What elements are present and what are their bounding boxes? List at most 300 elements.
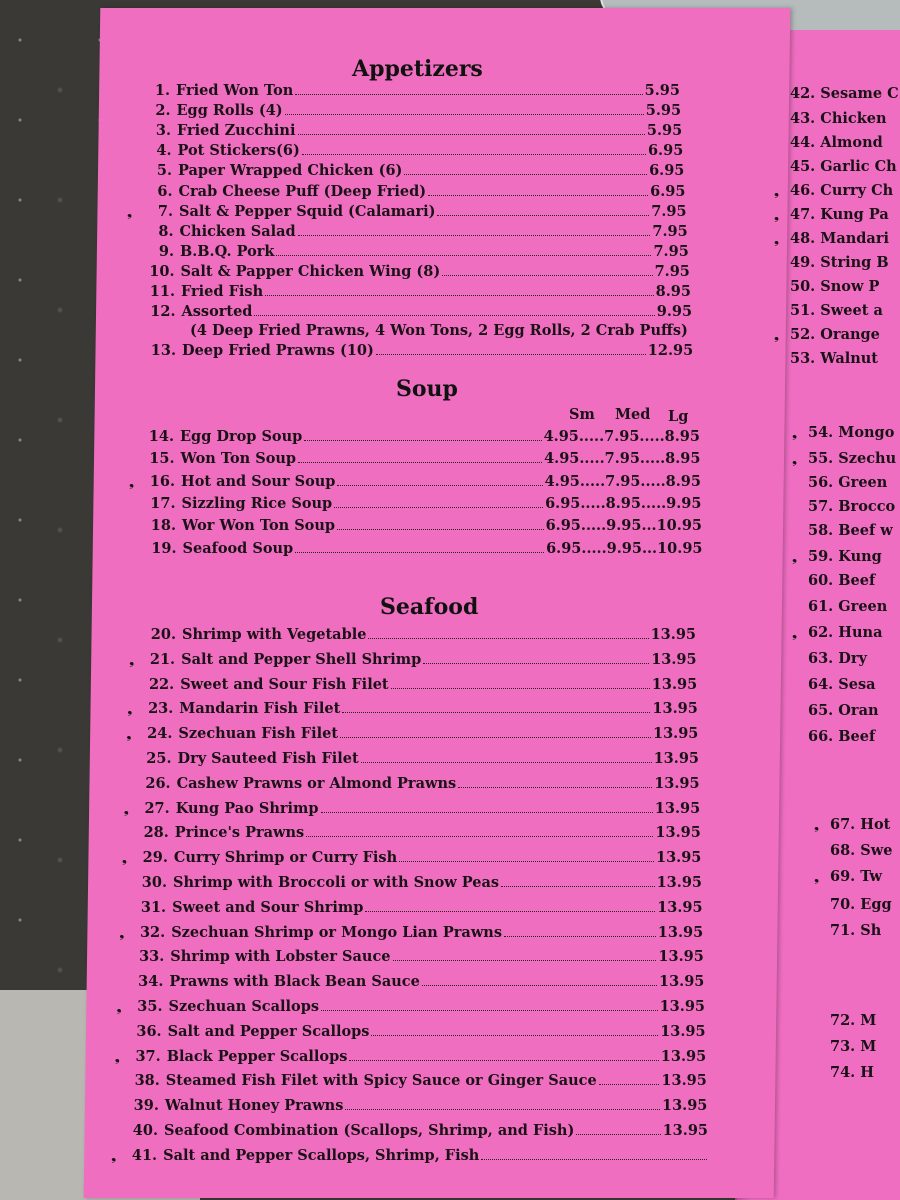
menu-item-row [134, 223, 688, 243]
item-number: 73. [830, 1038, 856, 1055]
item-number: 3. [155, 122, 171, 140]
item-name: Szechuan Fish Filet [178, 725, 339, 743]
item-number: 58. [808, 522, 834, 539]
right-menu-item [790, 350, 878, 367]
item-number: 34. [138, 973, 164, 991]
right-menu-item [830, 816, 890, 833]
menu-item-row [131, 122, 682, 142]
item-price: 13.95 [656, 874, 702, 891]
item-number: 6. [157, 182, 173, 200]
leader-dots [254, 315, 654, 316]
menu-item-row [133, 183, 686, 203]
leader-dots [265, 295, 654, 296]
item-price: 13.95 [655, 849, 702, 867]
right-menu-item [790, 326, 880, 343]
soup-header-sm: Sm [569, 406, 595, 423]
item-number: 2. [155, 102, 171, 120]
item-name: Kung Pa [820, 206, 889, 223]
menu-item-row [136, 342, 693, 362]
leader-dots [504, 936, 656, 937]
item-name: Szechuan Scallops [168, 998, 320, 1015]
item-name: Mandari [820, 230, 889, 247]
chili-pepper-icon: ❟ [814, 818, 820, 833]
menu-item-row [131, 775, 700, 795]
chili-pepper-icon: ❟ [814, 870, 820, 885]
menu-item-row [132, 750, 700, 770]
item-name: Dry [838, 650, 867, 667]
item-name: Cashew Prawns or Almond Prawns [176, 774, 457, 792]
leader-dots [342, 712, 650, 713]
menu-item-row [122, 1023, 706, 1043]
menu-item-row [126, 899, 703, 919]
right-menu-item [830, 896, 892, 913]
item-name: Paper Wrapped Chicken (6) [178, 162, 403, 180]
menu-item-row [127, 874, 702, 894]
leader-dots [481, 1159, 706, 1160]
item-name: Chicken [820, 110, 887, 127]
item-number: 29. [142, 849, 168, 867]
leader-dots [422, 985, 657, 986]
item-price: 13.95 [660, 1047, 707, 1065]
right-menu-item [808, 624, 882, 641]
menu-item-row [123, 973, 704, 993]
item-name: Chicken Salad [179, 222, 296, 240]
item-name: Shrimp with Vegetable [182, 626, 367, 643]
item-name: Swe [860, 842, 893, 859]
menu-item-row [135, 473, 701, 493]
menu-item-row [131, 102, 682, 122]
item-number: 27. [144, 799, 170, 817]
item-price: 13.95 [659, 998, 705, 1015]
leader-dots [285, 114, 644, 115]
right-menu-item [830, 922, 881, 939]
item-number: 72. [830, 1012, 856, 1029]
item-name: Salt & Pepper Squid (Calamari) [179, 202, 436, 220]
item-number: 20. [150, 626, 176, 643]
item-number: 59. [808, 548, 834, 565]
chili-pepper-icon: ❟ [127, 702, 133, 718]
item-number: 36. [136, 1022, 162, 1040]
item-name: Beef [838, 728, 876, 745]
right-menu-item [808, 728, 875, 745]
item-name: String B [820, 254, 889, 271]
item-price: 13.95 [662, 1122, 708, 1139]
item-name: Kung [838, 548, 882, 565]
item-name: Walnut Honey Prawns [164, 1097, 344, 1115]
item-name: Deep Fried Prawns (10) [182, 342, 374, 359]
right-menu-item [790, 134, 883, 151]
item-name: Snow P [820, 278, 880, 295]
item-number: 12. [150, 303, 176, 321]
item-number: 60. [808, 572, 834, 589]
right-menu-item [790, 230, 889, 247]
item-price: 13.95 [660, 1022, 706, 1040]
menu-item-row [137, 540, 703, 560]
item-name: Tw [860, 868, 882, 885]
right-menu-item [808, 498, 895, 515]
item-price: 12.95 [647, 342, 694, 359]
item-number: 7. [157, 202, 173, 220]
item-name: Prawns with Black Bean Sauce [169, 973, 420, 991]
item-name: Mandarin Fish Filet [179, 700, 341, 718]
leader-dots [321, 812, 653, 813]
menu-item-row [119, 1097, 708, 1117]
item-number: 50. [790, 278, 816, 295]
item-number: 19. [151, 539, 177, 557]
right-menu-item [808, 702, 879, 719]
right-menu-item [830, 1064, 874, 1081]
right-menu-item [808, 650, 867, 667]
item-name: Seafood Combination (Scallops, Shrimp, and Fish) [164, 1122, 575, 1139]
chili-pepper-icon: ❟ [129, 474, 135, 490]
menu-item-row [134, 428, 700, 448]
item-number: 17. [150, 494, 176, 512]
right-menu-item [790, 254, 889, 271]
menu-item-row [117, 1147, 709, 1167]
leader-dots [437, 215, 649, 216]
right-menu-item [808, 450, 896, 467]
item-price: 4.95.....7.95.....8.95 [544, 472, 701, 490]
item-name: Salt and Pepper Scallops [167, 1022, 370, 1040]
item-name: Egg [860, 896, 892, 913]
item-number: 57. [808, 498, 834, 515]
chili-pepper-icon: ❟ [114, 1049, 120, 1065]
right-menu-item [830, 842, 892, 859]
chili-pepper-icon: ❟ [774, 208, 780, 223]
item-number: 14. [148, 428, 174, 445]
item-number: 64. [808, 676, 834, 693]
item-number: 10. [149, 262, 175, 280]
right-menu-item [808, 676, 876, 693]
item-number: 55. [808, 450, 834, 467]
item-price: 6.95.....9.95...10.95 [546, 539, 703, 557]
item-number: 65. [808, 702, 834, 719]
item-number: 54. [808, 424, 834, 441]
leader-dots [295, 94, 642, 95]
item-name: Prince's Prawns [174, 824, 305, 842]
item-number: 66. [808, 728, 834, 745]
item-number: 24. [147, 725, 173, 743]
menu-item-row [123, 998, 706, 1018]
leader-dots [337, 485, 542, 486]
item-number: 30. [141, 874, 167, 891]
item-number: 71. [830, 922, 856, 939]
item-price: 4.95.....7.95.....8.95 [543, 428, 700, 445]
menu-item-row [118, 1122, 708, 1142]
item-name: Fried Fish [181, 283, 264, 300]
leader-dots [442, 275, 652, 276]
right-menu-item [808, 522, 893, 539]
item-price: 5.95 [645, 102, 682, 120]
item-number: 41. [131, 1146, 158, 1164]
item-name: Oran [838, 702, 879, 719]
item-name: Curry Shrimp or Curry Fish [173, 849, 398, 867]
item-number: 33. [139, 948, 165, 966]
item-name: Black Pepper Scallops [166, 1047, 348, 1065]
item-name: Assorted [181, 303, 253, 321]
right-menu-item [808, 572, 875, 589]
item-name: Brocco [838, 498, 896, 515]
right-menu-item [790, 182, 893, 199]
item-price: 13.95 [651, 675, 698, 693]
menu-item-row [136, 303, 693, 323]
item-name: Dry Sauteed Fish Filet [177, 750, 359, 767]
menu-item-row [132, 162, 684, 182]
item-number: 37. [135, 1047, 161, 1065]
item-number: 31. [140, 898, 167, 916]
item-number: 9. [158, 242, 174, 260]
leader-dots [361, 762, 652, 763]
item-number: 46. [790, 182, 816, 199]
item-number: 8. [158, 222, 174, 240]
leader-dots [298, 134, 645, 135]
item-number: 4. [156, 142, 172, 160]
item-number: 69. [830, 868, 856, 885]
leader-dots [423, 663, 649, 664]
soup-header-med: Med [615, 406, 651, 423]
item-number: 13. [150, 342, 176, 359]
item-name: Beef w [838, 522, 893, 539]
assorted-note: (4 Deep Fried Prawns, 4 Won Tons, 2 Egg Rolls, 2 Crab Puffs) [190, 322, 688, 339]
leader-dots [393, 960, 657, 961]
item-name: Sizzling Rice Soup [181, 494, 333, 512]
item-name: Wor Won Ton Soup [182, 517, 336, 535]
leader-dots [376, 354, 646, 355]
item-name: Pot Stickers(6) [177, 142, 300, 160]
menu-item-row [124, 948, 704, 968]
item-price: 13.95 [661, 1072, 707, 1090]
item-price: 13.95 [654, 799, 701, 817]
right-menu-item [790, 302, 883, 319]
item-number: 56. [808, 474, 834, 491]
menu-item-row [132, 142, 684, 162]
item-name: Garlic Ch [820, 158, 897, 175]
item-number: 74. [830, 1064, 856, 1081]
item-number: 25. [146, 750, 172, 767]
item-name: Sweet a [820, 302, 883, 319]
chili-pepper-icon: ❟ [116, 1000, 122, 1015]
item-price: 6.95.....8.95.....9.95 [545, 494, 702, 512]
item-name: M [860, 1038, 877, 1055]
leader-dots [306, 836, 653, 837]
item-price: 6.95 [650, 182, 686, 200]
menu-item-row [135, 651, 697, 671]
item-price: 8.95 [655, 283, 691, 300]
item-number: 38. [134, 1072, 160, 1090]
item-name: Sesa [838, 676, 876, 693]
item-price: 6.95 [649, 162, 685, 180]
item-name: Won Ton Soup [180, 450, 297, 468]
right-menu-item [790, 278, 879, 295]
item-price: 7.95 [652, 222, 688, 240]
item-number: 62. [808, 624, 834, 641]
item-number: 40. [132, 1122, 158, 1139]
item-name: H [860, 1064, 874, 1081]
menu-item-row [128, 849, 702, 869]
leader-dots [349, 1060, 658, 1061]
item-name: Salt & Papper Chicken Wing (8) [180, 262, 441, 280]
leader-dots [276, 255, 651, 256]
chili-pepper-icon: ❟ [123, 801, 129, 817]
item-name: Seafood Soup [182, 539, 294, 557]
menu-item-row [125, 924, 703, 944]
right-menu-item [790, 85, 899, 102]
item-number: 53. [790, 350, 816, 367]
menu-item-row [136, 495, 702, 515]
leader-dots [321, 1010, 658, 1011]
right-menu-item [830, 1038, 876, 1055]
item-number: 16. [149, 472, 175, 490]
menu-item-row [135, 263, 690, 283]
item-number: 18. [150, 517, 176, 535]
menu-item-row [136, 517, 702, 537]
item-name: Shrimp with Lobster Sauce [170, 948, 391, 966]
leader-dots [345, 1109, 660, 1110]
menu-item-row [121, 1048, 707, 1068]
item-name: Kung Pao Shrimp [175, 799, 319, 817]
item-name: Fried Zucchini [177, 122, 296, 140]
item-name: Fried Won Ton [176, 82, 294, 99]
menu-item-row [132, 725, 698, 745]
item-name: Egg Drop Soup [180, 428, 303, 445]
item-price: 13.95 [651, 650, 697, 668]
item-price: 7.95 [651, 202, 687, 220]
leader-dots [304, 440, 541, 441]
chili-pepper-icon: ❟ [119, 925, 125, 941]
item-name: Almond [820, 134, 883, 151]
item-price: 6.95.....9.95...10.95 [545, 517, 702, 535]
item-number: 5. [156, 162, 172, 180]
item-number: 45. [790, 158, 816, 175]
right-menu-item [830, 1012, 876, 1029]
right-menu-item [808, 424, 894, 441]
item-price: 13.95 [652, 700, 698, 718]
menu-item-row [120, 1072, 707, 1092]
item-number: 35. [137, 998, 163, 1015]
right-menu-item [808, 548, 882, 565]
item-number: 49. [790, 254, 816, 271]
item-number: 43. [790, 110, 816, 127]
item-price: 13.95 [657, 923, 704, 941]
item-name: Sesame C [820, 85, 899, 102]
leader-dots [458, 787, 652, 788]
item-number: 22. [148, 675, 175, 693]
item-name: Szechu [838, 450, 897, 467]
soup-header-lg: Lg [668, 408, 689, 425]
item-name: Sh [860, 922, 882, 939]
leader-dots [428, 195, 648, 196]
menu-item-row [135, 283, 691, 303]
leader-dots [371, 1035, 658, 1036]
chili-pepper-icon: ❟ [792, 626, 798, 641]
item-name: M [860, 1012, 877, 1029]
leader-dots [391, 688, 650, 689]
leader-dots [599, 1084, 660, 1085]
item-price: 13.95 [658, 948, 704, 966]
item-name: Crab Cheese Puff (Deep Fried) [178, 182, 427, 200]
item-name: Green [838, 474, 888, 491]
chili-pepper-icon: ❟ [129, 652, 135, 668]
item-name: Huna [838, 624, 883, 641]
item-number: 63. [808, 650, 834, 667]
leader-dots [368, 638, 648, 639]
leader-dots [337, 529, 544, 530]
item-name: Curry Ch [820, 182, 894, 199]
chili-pepper-icon: ❟ [774, 232, 780, 247]
item-number: 15. [149, 450, 175, 468]
menu-item-row [135, 450, 701, 470]
item-price: 4.95.....7.95.....8.95 [544, 450, 701, 468]
item-number: 48. [790, 230, 816, 247]
menu-item-row [134, 676, 697, 696]
menu-item-row [133, 700, 698, 720]
menu-item-row [129, 824, 701, 844]
item-name: Green [838, 598, 888, 615]
item-price: 5.95 [644, 82, 680, 99]
item-number: 47. [790, 206, 816, 223]
item-name: Mongo [838, 424, 895, 441]
leader-dots [340, 737, 651, 738]
chili-pepper-icon: ❟ [792, 452, 798, 467]
chili-pepper-icon: ❟ [792, 426, 798, 441]
item-price: 13.95 [652, 725, 699, 743]
item-price: 7.95 [654, 262, 690, 280]
item-price: 13.95 [657, 898, 703, 916]
item-price: 5.95 [646, 122, 683, 140]
item-name: Hot and Sour Soup [181, 472, 336, 490]
item-price: 7.95 [653, 242, 689, 260]
leader-dots [295, 552, 544, 553]
item-number: 28. [143, 824, 169, 842]
item-number: 67. [830, 816, 856, 833]
item-number: 11. [149, 283, 175, 300]
item-name: Salt and Pepper Shell Shrimp [181, 650, 422, 668]
chili-pepper-icon: ❟ [126, 727, 132, 743]
soup-title: Soup [396, 376, 458, 402]
right-menu-item [830, 868, 882, 885]
menu-item-row [130, 82, 680, 102]
item-number: 70. [830, 896, 856, 913]
leader-dots [399, 861, 654, 862]
item-price: 13.95 [655, 824, 701, 842]
item-price: 9.95 [656, 303, 693, 321]
chili-pepper-icon: ❟ [121, 851, 127, 867]
item-name: Orange [820, 326, 880, 343]
item-price: 13.95 [658, 973, 705, 991]
item-price: 13.95 [653, 750, 699, 767]
item-name: Sweet and Sour Fish Filet [180, 675, 389, 693]
leader-dots [404, 174, 647, 175]
leader-dots [334, 507, 543, 508]
item-number: 68. [830, 842, 856, 859]
appetizers-title: Appetizers [352, 56, 483, 82]
item-number: 23. [148, 700, 174, 718]
chili-pepper-icon: ❟ [774, 184, 780, 199]
item-number: 61. [808, 598, 834, 615]
item-number: 42. [790, 85, 816, 102]
right-menu-item [808, 598, 887, 615]
menu-item-row [130, 800, 701, 820]
right-menu-item [790, 110, 887, 127]
leader-dots [365, 911, 655, 912]
item-number: 44. [790, 134, 816, 151]
item-name: Walnut [820, 350, 879, 367]
item-price: 13.95 [661, 1097, 708, 1115]
item-name: Hot [860, 816, 891, 833]
item-name: Sweet and Sour Shrimp [172, 898, 364, 916]
item-number: 39. [133, 1097, 159, 1115]
item-number: 52. [790, 326, 816, 343]
